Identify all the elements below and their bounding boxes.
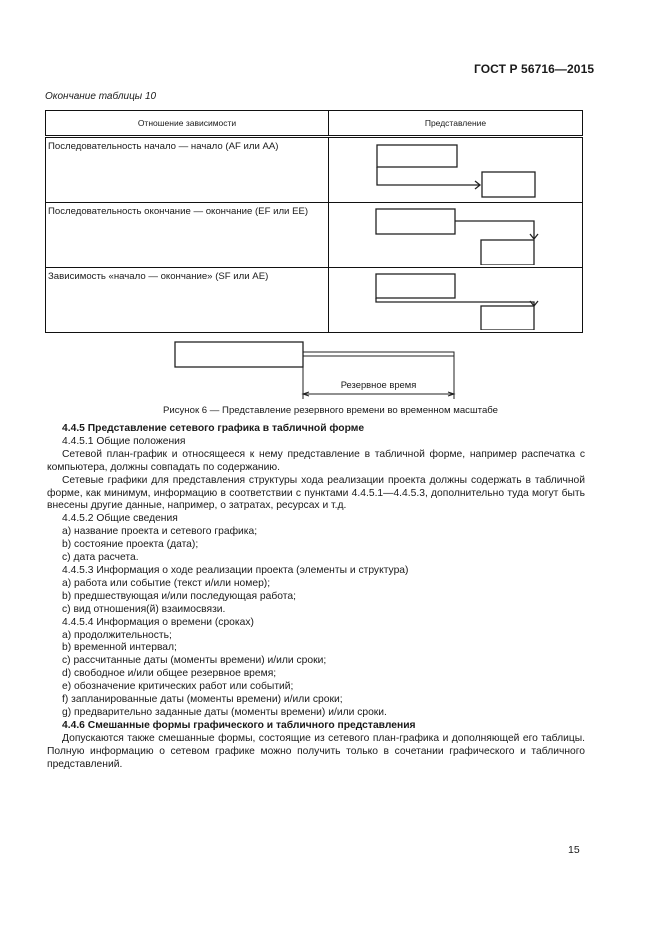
table-row — [46, 203, 583, 268]
subsection-heading: 4.4.5.2 Общие сведения — [62, 513, 178, 525]
column-header-representation: Представление — [329, 111, 583, 137]
standard-code: ГОСТ Р 56716—2015 — [474, 62, 595, 76]
list-item: c) дата расчета. — [62, 552, 139, 564]
section-heading: 4.4.5 Представление сетевого графика в табличной форме — [62, 423, 365, 434]
dependency-table — [45, 110, 583, 333]
column-header-relation: Отношение зависимости — [46, 111, 329, 137]
list-item: c) рассчитанные даты (моменты времени) и/или сроки; — [62, 655, 327, 667]
relation-cell: Последовательность окончание — окончание (EF или EE) — [46, 203, 329, 268]
diagram-cell — [329, 137, 583, 203]
list-item: g) предварительно заданные даты (моменты времени) и/или сроки. — [62, 706, 387, 718]
list-item: f) запланированные даты (моменты времени) и/или сроки; — [62, 694, 343, 706]
page-number: 15 — [568, 844, 580, 856]
finish-to-finish-diagram — [329, 203, 585, 265]
subsection-heading: 4.4.5.4 Информация о времени (сроках) — [62, 616, 254, 628]
reserve-time-label: Резервное время — [340, 379, 417, 390]
section-heading: 4.4.6 Смешанные формы графического и табличного представления — [62, 719, 416, 731]
diagram-cell — [329, 203, 583, 268]
list-item: b) состояние проекта (дата); — [62, 539, 199, 551]
start-to-finish-diagram — [329, 268, 585, 330]
figure-caption: Рисунок 6 — Представление резервного времени во временном масштабе — [162, 405, 499, 416]
paragraph: Сетевые графики для представления структуры хода реализации проекта должны содержать в табличной форме, как минимум, информацию в соответствии с пунктами 4.4.5.1—4.4.5.3, дополнительно туда могут быть внесены другие данные, например, о затратах, ресурсах и т.д. — [47, 474, 585, 512]
list-item: a) продолжительность; — [62, 629, 172, 641]
table-row — [46, 268, 583, 333]
list-item: d) свободное и/или общее резервное время; — [62, 668, 277, 680]
relation-cell: Зависимость «начало — окончание» (SF или AE) — [46, 268, 329, 333]
list-item: e) обозначение критических работ или событий; — [62, 681, 294, 693]
subsection-heading: 4.4.5.1 Общие положения — [62, 435, 186, 447]
table-row — [46, 137, 583, 203]
relation-cell: Последовательность начало — начало (AF или AA) — [46, 137, 329, 203]
subsection-heading: 4.4.5.3 Информация о ходе реализации проекта (элементы и структура) — [62, 564, 409, 576]
list-item: a) работа или событие (текст и/или номер); — [62, 577, 271, 589]
table-continuation-caption: Окончание таблицы 10 — [45, 91, 157, 102]
list-item: a) название проекта и сетевого графика; — [62, 526, 258, 538]
section-4-4-5 — [47, 423, 585, 771]
paragraph: Сетевой план-график и относящееся к нему представление в табличной форме, например распечатка с компьютера, должны совпадать по содержанию. — [47, 448, 585, 473]
paragraph: Допускаются также смешанные формы, состоящие из сетевого план-графика и дополняющей его таблицы. Полную информацию о сетевом графике можно получить только в сочетании графического и табличного представлений. — [47, 732, 585, 770]
list-item: b) временной интервал; — [62, 642, 177, 654]
start-to-start-diagram — [329, 138, 585, 200]
diagram-cell — [329, 268, 583, 333]
list-item: b) предшествующая и/или последующая работа; — [62, 590, 296, 602]
list-item: c) вид отношения(й) взаимосвязи. — [62, 603, 226, 615]
